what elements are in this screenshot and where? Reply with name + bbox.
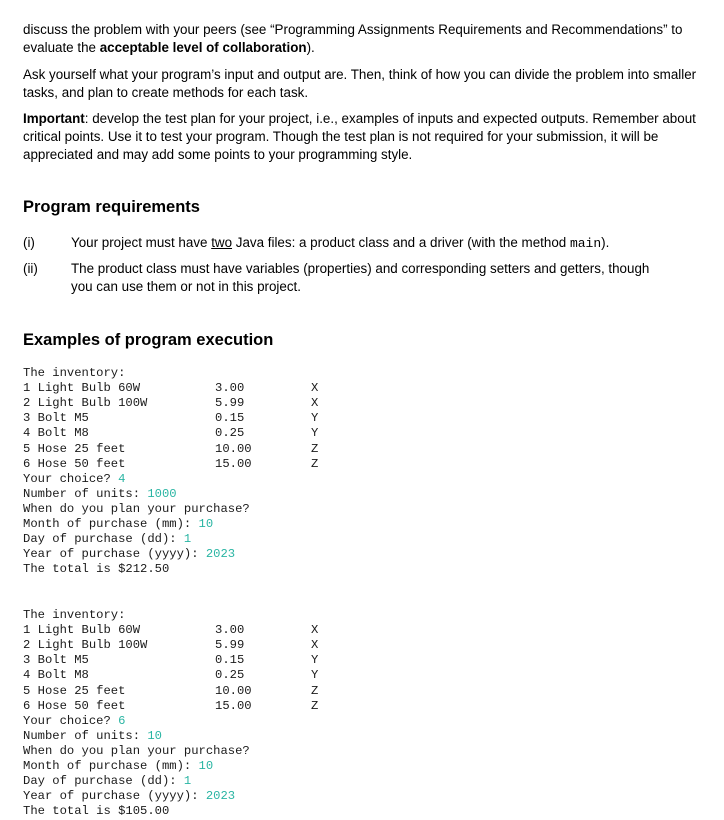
item-price: 3.00 bbox=[215, 623, 245, 637]
req1-code-main: main bbox=[569, 236, 602, 251]
month-prompt: Month of purchase (mm): bbox=[23, 759, 199, 773]
choice-line bbox=[23, 472, 125, 487]
month-prompt: Month of purchase (mm): bbox=[23, 517, 199, 531]
year-line bbox=[23, 789, 235, 804]
requirement-number: (ii) bbox=[23, 261, 38, 276]
intro-p1-end: ). bbox=[306, 40, 315, 55]
inventory-row bbox=[23, 426, 323, 441]
units-prompt: Number of units: bbox=[23, 729, 148, 743]
month-input: 10 bbox=[198, 759, 214, 773]
item-code: X bbox=[311, 623, 319, 637]
item-code: Z bbox=[311, 699, 319, 713]
inventory-row bbox=[23, 457, 323, 472]
intro-paragraph-test-plan bbox=[23, 110, 703, 164]
total-line: The total is $212.50 bbox=[23, 562, 170, 576]
item-price: 10.00 bbox=[215, 684, 252, 698]
item-code: Y bbox=[311, 653, 319, 667]
day-prompt: Day of purchase (dd): bbox=[23, 532, 184, 546]
item-name: 2 Light Bulb 100W bbox=[23, 396, 148, 410]
item-name: 6 Hose 50 feet bbox=[23, 699, 126, 713]
item-price: 0.25 bbox=[215, 426, 245, 440]
item-price: 0.15 bbox=[215, 411, 245, 425]
inventory-row bbox=[23, 623, 323, 638]
day-prompt: Day of purchase (dd): bbox=[23, 774, 184, 788]
test-plan-text: : develop the test plan for your project, i.e., examples of inputs and expected outputs. Remember about critical points. Use it to test your program. Though the test plan is not required for your submission, it will be appreciated and may add some points to your programming style. bbox=[23, 111, 696, 162]
month-line bbox=[23, 517, 213, 532]
total-line: The total is $105.00 bbox=[23, 804, 170, 818]
units-input: 1000 bbox=[147, 487, 177, 501]
inventory-header: The inventory: bbox=[23, 608, 126, 622]
item-name: 5 Hose 25 feet bbox=[23, 442, 126, 456]
item-price: 10.00 bbox=[215, 442, 252, 456]
choice-input: 6 bbox=[118, 714, 126, 728]
item-price: 15.00 bbox=[215, 699, 252, 713]
inventory-row bbox=[23, 668, 323, 683]
units-line bbox=[23, 487, 177, 502]
important-label: Important bbox=[23, 111, 85, 126]
units-input: 10 bbox=[147, 729, 162, 743]
item-name: 4 Bolt M8 bbox=[23, 668, 89, 682]
units-line bbox=[23, 729, 162, 744]
item-code: Y bbox=[311, 426, 319, 440]
examples-heading: Examples of program execution bbox=[23, 331, 274, 349]
item-price: 5.99 bbox=[215, 396, 245, 410]
inventory-row bbox=[23, 396, 323, 411]
month-line bbox=[23, 759, 213, 774]
inventory-row bbox=[23, 653, 323, 668]
item-code: Z bbox=[311, 684, 319, 698]
year-input: 2023 bbox=[205, 789, 236, 803]
inventory-header: The inventory: bbox=[23, 366, 126, 380]
item-name: 1 Light Bulb 60W bbox=[23, 623, 141, 637]
year-prompt: Year of purchase (yyyy): bbox=[23, 547, 206, 561]
req1-text-mid: Java files: a product class and a driver (with the method bbox=[232, 235, 570, 250]
requirement-text: The product class must have variables (properties) and corresponding setters and getters, though you can use them or not in this project. bbox=[71, 261, 650, 294]
item-name: 3 Bolt M5 bbox=[23, 653, 89, 667]
inventory-row bbox=[23, 699, 323, 714]
requirement-text bbox=[71, 234, 671, 253]
program-requirements-heading: Program requirements bbox=[23, 198, 200, 216]
item-price: 5.99 bbox=[215, 638, 245, 652]
day-input: 1 bbox=[183, 532, 192, 546]
inventory-row bbox=[23, 684, 323, 699]
plan-prompt: When do you plan your purchase? bbox=[23, 502, 250, 516]
item-code: Z bbox=[311, 457, 319, 471]
inventory-row bbox=[23, 411, 323, 426]
item-name: 3 Bolt M5 bbox=[23, 411, 89, 425]
req1-underlined-word: two bbox=[211, 235, 233, 250]
day-line bbox=[23, 774, 191, 789]
item-name: 5 Hose 25 feet bbox=[23, 684, 126, 698]
item-price: 15.00 bbox=[215, 457, 252, 471]
item-name: 6 Hose 50 feet bbox=[23, 457, 126, 471]
item-code: Y bbox=[311, 411, 319, 425]
item-name: 1 Light Bulb 60W bbox=[23, 381, 141, 395]
item-code: Z bbox=[311, 442, 319, 456]
item-price: 3.00 bbox=[215, 381, 245, 395]
req1-text-end: ). bbox=[601, 235, 610, 250]
inventory-row bbox=[23, 442, 323, 457]
requirement-number: (i) bbox=[23, 235, 35, 250]
item-code: X bbox=[311, 396, 319, 410]
intro-paragraph-collaboration bbox=[23, 21, 703, 57]
choice-input: 4 bbox=[118, 472, 126, 486]
inventory-row bbox=[23, 381, 323, 396]
item-code: Y bbox=[311, 668, 319, 682]
item-code: X bbox=[311, 638, 319, 652]
year-line bbox=[23, 547, 235, 562]
plan-prompt: When do you plan your purchase? bbox=[23, 744, 250, 758]
intro-p1-bold: acceptable level of collaboration bbox=[99, 40, 307, 55]
intro-paragraph-io: Ask yourself what your program’s input and output are. Then, think of how you can divide the problem into smaller tasks, and plan to create methods for each task. bbox=[23, 67, 697, 100]
intro-p1-text: discuss the problem with your peers (see “Programming Assignments Requirements and Recommendations” to evaluate the bbox=[23, 22, 683, 55]
req1-text-start: Your project must have bbox=[71, 235, 212, 250]
item-code: X bbox=[311, 381, 319, 395]
choice-prompt: Your choice? bbox=[23, 714, 119, 728]
inventory-row bbox=[23, 638, 323, 653]
year-prompt: Year of purchase (yyyy): bbox=[23, 789, 206, 803]
item-name: 2 Light Bulb 100W bbox=[23, 638, 148, 652]
units-prompt: Number of units: bbox=[23, 487, 148, 501]
choice-line bbox=[23, 714, 125, 729]
item-price: 0.25 bbox=[215, 668, 245, 682]
day-line bbox=[23, 532, 191, 547]
item-price: 0.15 bbox=[215, 653, 245, 667]
year-input: 2023 bbox=[205, 547, 236, 561]
item-name: 4 Bolt M8 bbox=[23, 426, 89, 440]
day-input: 1 bbox=[183, 774, 192, 788]
choice-prompt: Your choice? bbox=[23, 472, 119, 486]
month-input: 10 bbox=[198, 517, 214, 531]
